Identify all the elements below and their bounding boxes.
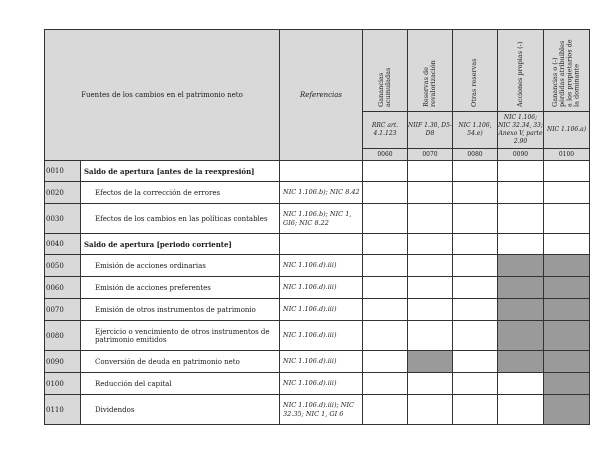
column-header-0100: Ganancias o (-) pérdidas atribuibles a los propietarios de la dominante [544, 30, 590, 112]
row-code: 0080 [45, 321, 81, 351]
row-description: Efectos de los cambios en las políticas contables [81, 204, 280, 234]
shaded-cell [498, 299, 544, 321]
column-code-0080: 0080 [453, 149, 498, 161]
row-code: 0020 [45, 182, 81, 204]
value-cell[interactable] [544, 234, 590, 255]
shaded-cell [544, 373, 590, 395]
value-cell[interactable] [453, 182, 498, 204]
table-row [45, 182, 590, 204]
row-code: 0100 [45, 373, 81, 395]
row-description: Saldo de apertura [periodo corriente] [81, 234, 280, 255]
value-cell[interactable] [453, 299, 498, 321]
value-cell[interactable] [498, 182, 544, 204]
row-description: Ejercicio o vencimiento de otros instrumentos de patrimonio emitidos [81, 321, 280, 351]
value-cell[interactable] [453, 373, 498, 395]
shaded-cell [544, 255, 590, 277]
value-cell[interactable] [363, 204, 408, 234]
value-cell[interactable] [408, 255, 453, 277]
table-row [45, 277, 590, 299]
column-header-0090: Acciones propias (-) [498, 30, 544, 112]
header-row-labels [45, 30, 590, 112]
row-description: Emisión de acciones preferentes [81, 277, 280, 299]
value-cell[interactable] [408, 204, 453, 234]
value-cell[interactable] [408, 321, 453, 351]
row-reference: NIC 1.106.d).iii) [280, 351, 363, 373]
shaded-cell [498, 321, 544, 351]
value-cell[interactable] [544, 204, 590, 234]
value-cell[interactable] [498, 373, 544, 395]
value-cell[interactable] [408, 395, 453, 425]
row-code: 0040 [45, 234, 81, 255]
value-cell[interactable] [408, 277, 453, 299]
shaded-cell [498, 351, 544, 373]
value-cell[interactable] [363, 351, 408, 373]
row-description: Saldo de apertura [antes de la reexpresión] [81, 161, 280, 182]
row-code: 0050 [45, 255, 81, 277]
table-row [45, 351, 590, 373]
column-header-0070: Reservas de revalorización [408, 30, 453, 112]
value-cell[interactable] [408, 234, 453, 255]
row-description: Conversión de deuda en patrimonio neto [81, 351, 280, 373]
row-reference: NIC 1.106.b); NIC 8.42 [280, 182, 363, 204]
row-reference: NIC 1.106.d).iii) [280, 277, 363, 299]
value-cell[interactable] [408, 299, 453, 321]
column-header-0060: Ganancias acumuladas [363, 30, 408, 112]
value-cell[interactable] [498, 204, 544, 234]
value-cell[interactable] [498, 234, 544, 255]
column-code-0070: 0070 [408, 149, 453, 161]
value-cell[interactable] [453, 321, 498, 351]
value-cell[interactable] [363, 277, 408, 299]
row-reference: NIC 1.106.d).iii) [280, 299, 363, 321]
row-reference [280, 161, 363, 182]
sources-header: Fuentes de los cambios en el patrimonio neto [45, 30, 280, 161]
row-reference: NIC 1.106.d).iii) [280, 321, 363, 351]
row-description: Efectos de la corrección de errores [81, 182, 280, 204]
row-description: Reducción del capital [81, 373, 280, 395]
row-code: 0010 [45, 161, 81, 182]
value-cell[interactable] [363, 161, 408, 182]
table-row [45, 234, 590, 255]
value-cell[interactable] [363, 182, 408, 204]
shaded-cell [544, 351, 590, 373]
shaded-cell [498, 255, 544, 277]
row-code: 0110 [45, 395, 81, 425]
table-row [45, 395, 590, 425]
column-ref-0060: RRC art. 4.1.123 [363, 112, 408, 149]
table-row [45, 373, 590, 395]
value-cell[interactable] [498, 395, 544, 425]
value-cell[interactable] [408, 182, 453, 204]
value-cell[interactable] [453, 255, 498, 277]
value-cell[interactable] [408, 161, 453, 182]
value-cell[interactable] [363, 321, 408, 351]
column-code-0090: 0090 [498, 149, 544, 161]
shaded-cell [408, 351, 453, 373]
table-row [45, 255, 590, 277]
value-cell[interactable] [363, 373, 408, 395]
row-description: Emisión de acciones ordinarias [81, 255, 280, 277]
row-code: 0090 [45, 351, 81, 373]
shaded-cell [544, 277, 590, 299]
column-code-0060: 0060 [363, 149, 408, 161]
column-ref-0070: NIIF 1.30, D5-D8 [408, 112, 453, 149]
table-row [45, 299, 590, 321]
row-reference: NIC 1.106.d).iii) [280, 255, 363, 277]
column-code-0100: 0100 [544, 149, 590, 161]
value-cell[interactable] [498, 161, 544, 182]
value-cell[interactable] [408, 373, 453, 395]
value-cell[interactable] [363, 255, 408, 277]
row-description: Dividendos [81, 395, 280, 425]
value-cell[interactable] [453, 351, 498, 373]
value-cell[interactable] [453, 161, 498, 182]
column-ref-0100: NIC 1.106.a) [544, 112, 590, 149]
table-row [45, 204, 590, 234]
table-row [45, 321, 590, 351]
value-cell[interactable] [363, 234, 408, 255]
row-reference [280, 234, 363, 255]
shaded-cell [544, 299, 590, 321]
value-cell[interactable] [363, 395, 408, 425]
row-reference: NIC 1.106.d).iii); NIC 32.35; NIC 1, GI 6 [280, 395, 363, 425]
row-description: Emisión de otros instrumentos de patrimonio [81, 299, 280, 321]
value-cell[interactable] [544, 182, 590, 204]
shaded-cell [498, 277, 544, 299]
value-cell[interactable] [544, 161, 590, 182]
shaded-cell [544, 321, 590, 351]
equity-changes-table [44, 29, 590, 425]
references-header: Referencias [280, 30, 363, 161]
value-cell[interactable] [453, 277, 498, 299]
row-reference: NIC 1.106.b); NIC 1, GI6; NIC 8.22 [280, 204, 363, 234]
column-ref-0080: NIC 1.106, 54.e) [453, 112, 498, 149]
column-header-0080: Otras reservas [453, 30, 498, 112]
row-code: 0060 [45, 277, 81, 299]
value-cell[interactable] [453, 234, 498, 255]
row-code: 0070 [45, 299, 81, 321]
value-cell[interactable] [363, 299, 408, 321]
column-ref-0090: NIC 1.106; NIC 32.34, 33; Anexo V, parte 2.90 [498, 112, 544, 149]
table-body [45, 161, 590, 425]
shaded-cell [544, 395, 590, 425]
table-row [45, 161, 590, 182]
value-cell[interactable] [453, 395, 498, 425]
row-code: 0030 [45, 204, 81, 234]
row-reference: NIC 1.106.d).iii) [280, 373, 363, 395]
value-cell[interactable] [453, 204, 498, 234]
